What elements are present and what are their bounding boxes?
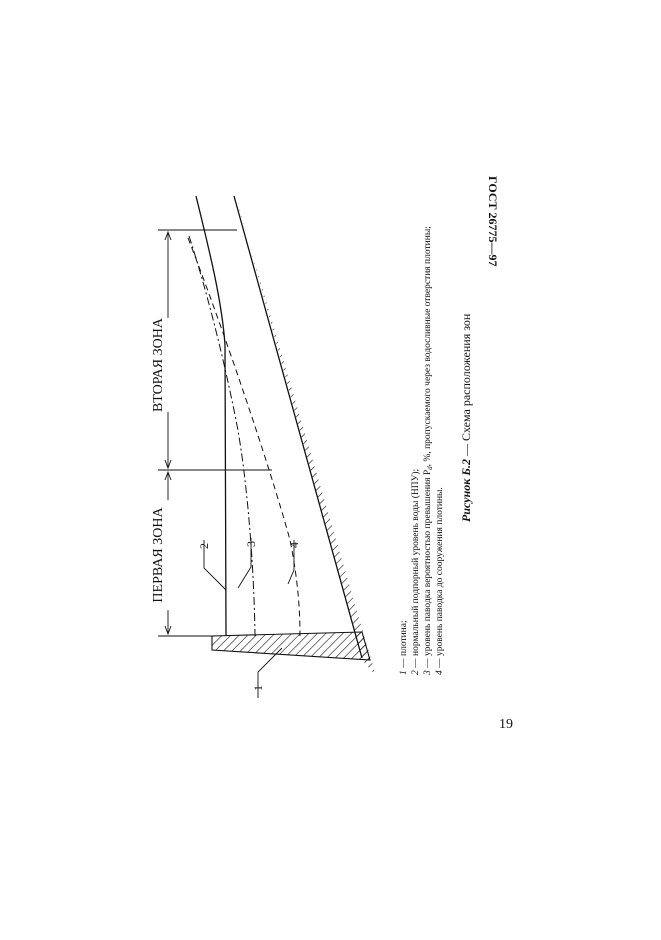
callout-1: 1 xyxy=(251,685,265,691)
callout-4: 4 xyxy=(287,542,301,548)
legend xyxy=(399,226,445,676)
ground-hatching xyxy=(236,195,376,676)
water-level-line-2 xyxy=(196,196,226,636)
callout-2: 2 xyxy=(197,543,211,549)
zone-diagram xyxy=(151,195,376,698)
legend-item-1: 1 — плотина; xyxy=(399,620,409,675)
first-zone-label: ПЕРВАЯ ЗОНА xyxy=(151,507,166,603)
callout-3: 3 xyxy=(244,541,258,547)
legend-item-3: 3 — уровень паводка вероятностью превышения $P_d$, %, пропускаемого через водосливные отверстия плотины; xyxy=(423,226,434,675)
flood-level-line-4 xyxy=(188,238,300,636)
page-number: 19 xyxy=(499,717,513,732)
second-zone-label: ВТОРАЯ ЗОНА xyxy=(151,318,166,412)
figure-caption: Рисунок Б.2 — Схема расположения зон xyxy=(459,313,473,522)
doc-code: ГОСТ 26775—97 xyxy=(486,176,500,267)
legend-item-2: 2 — нормальный подпорный уровень воды (НПУ); xyxy=(411,468,421,675)
dam xyxy=(212,632,370,660)
legend-item-4: 4 — уровень паводка до сооружения плотины. xyxy=(435,487,445,675)
